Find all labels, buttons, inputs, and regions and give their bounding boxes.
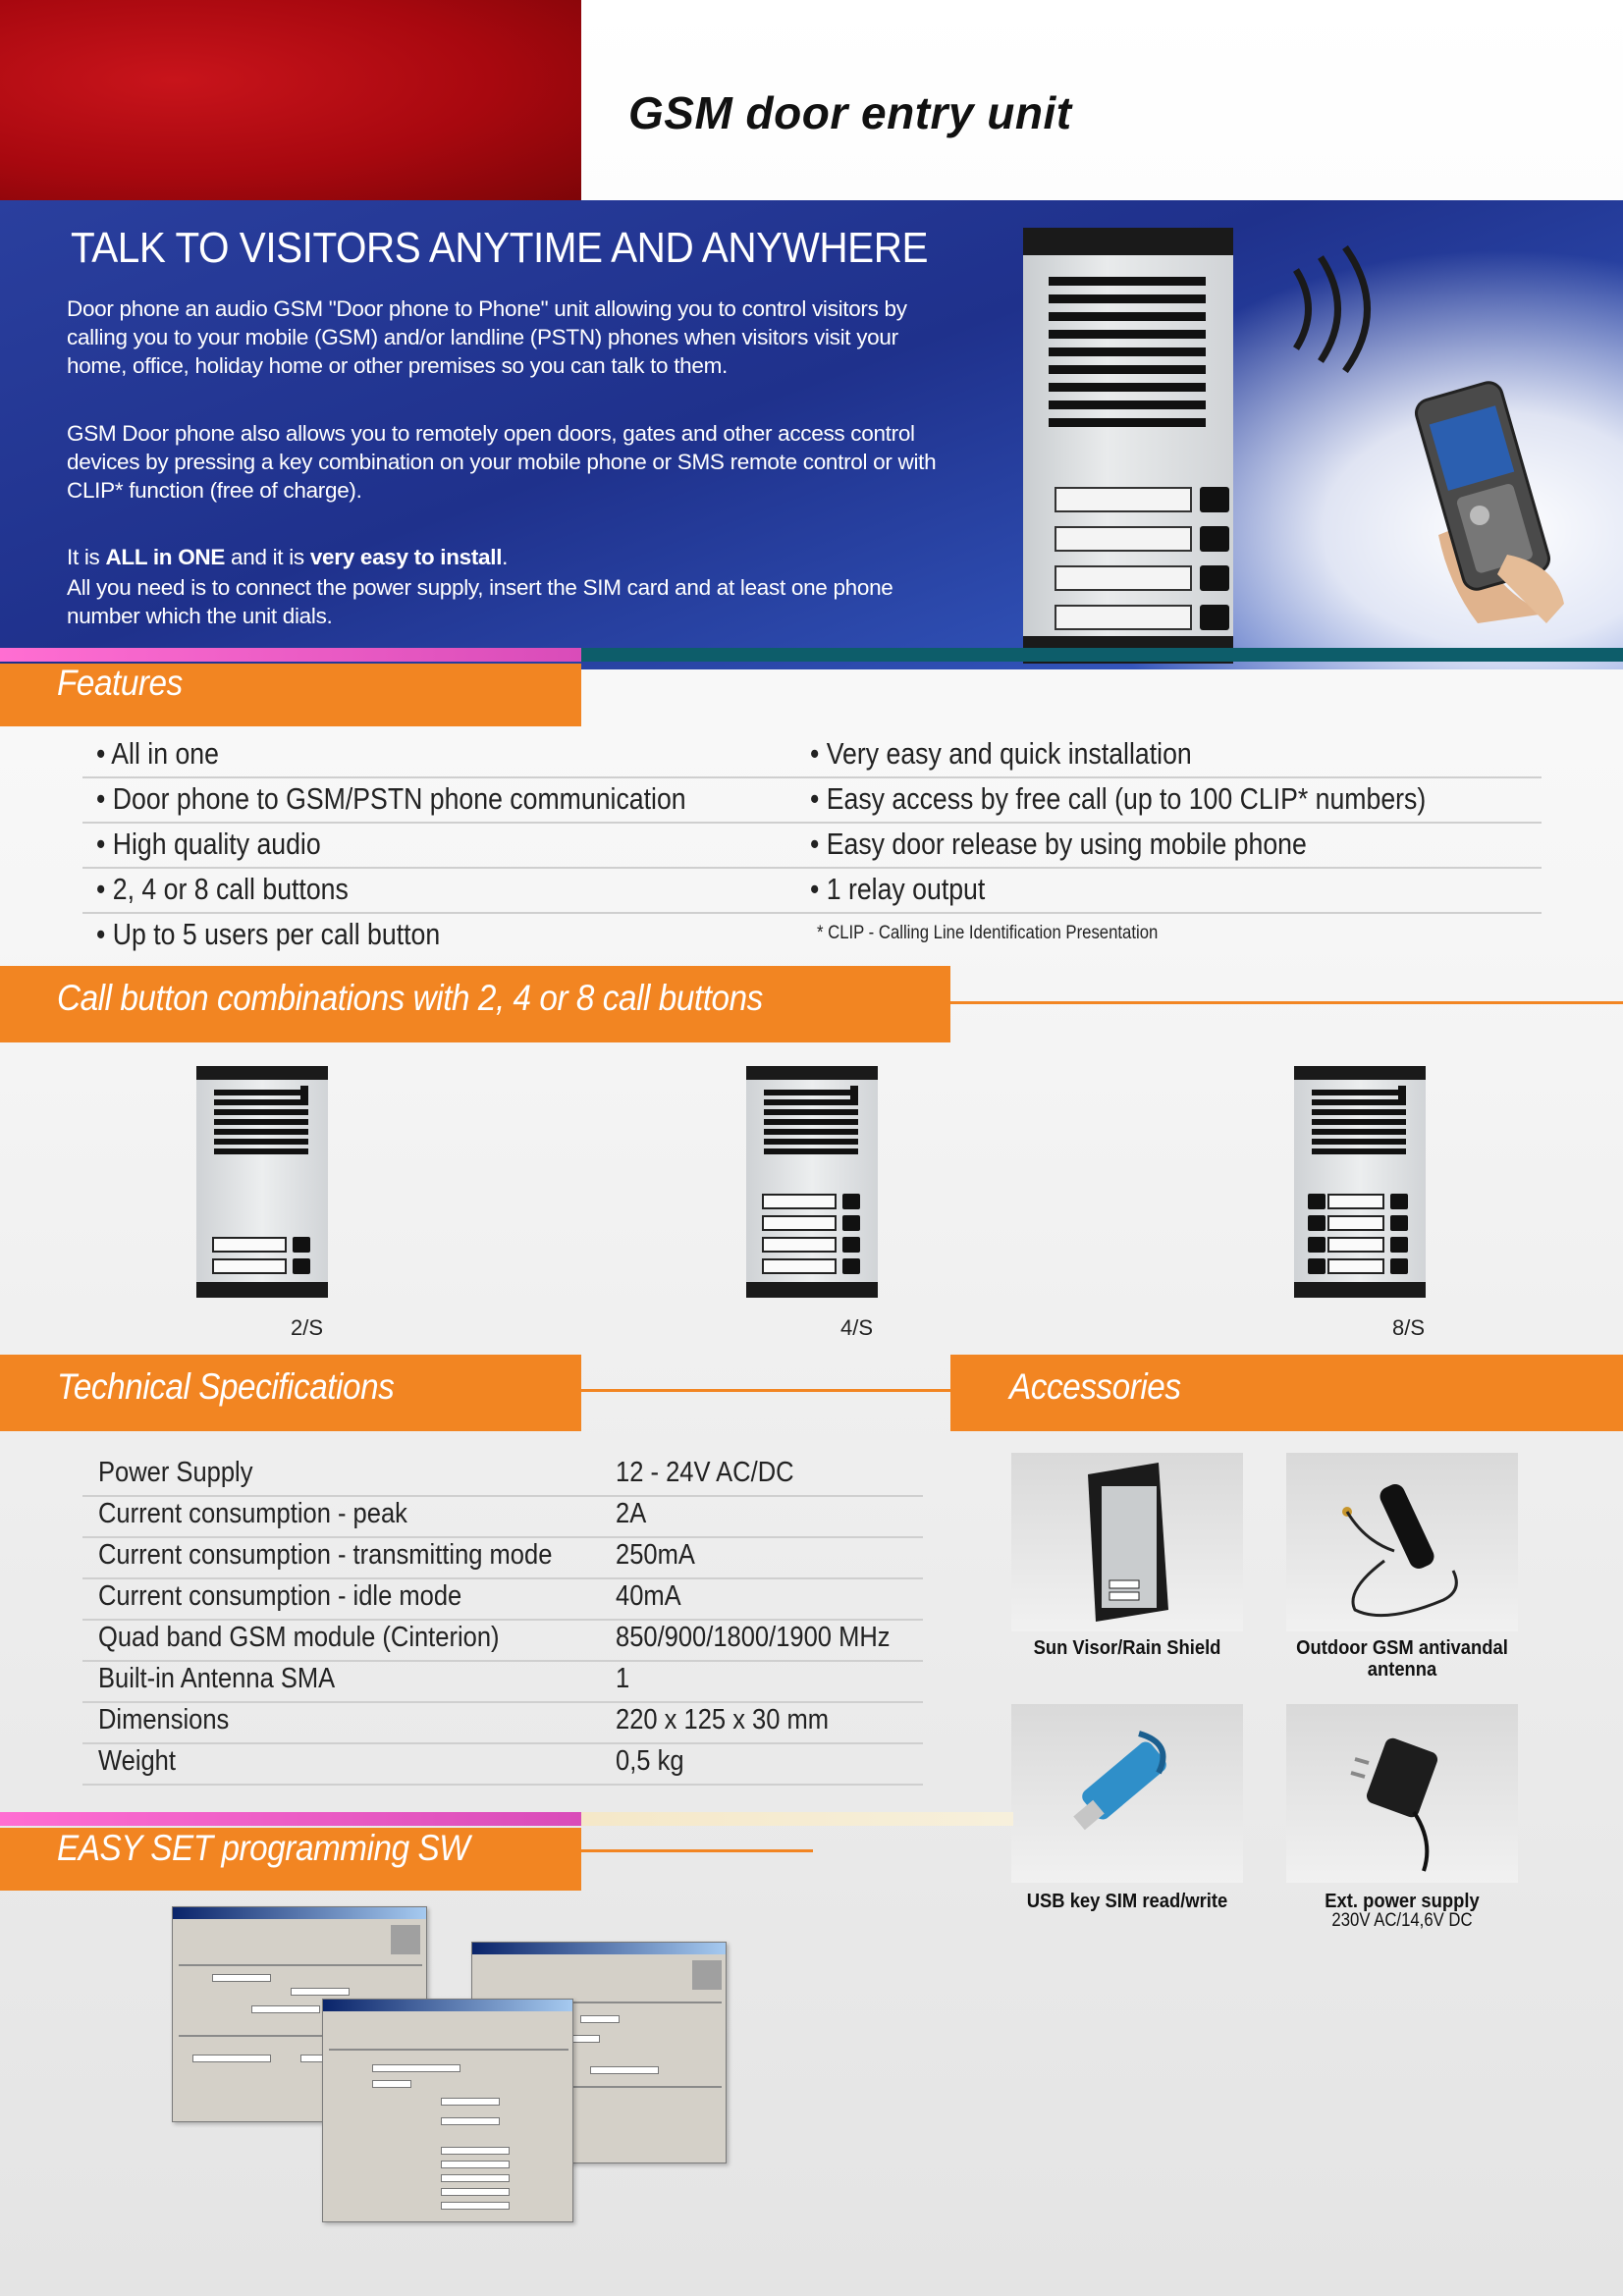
- spec-divider: [82, 1619, 923, 1621]
- spec-label: Current consumption - idle mode: [98, 1580, 462, 1612]
- software-title: EASY SET programming SW: [57, 1828, 470, 1868]
- hero-p3-bold2: very easy to install: [309, 545, 503, 569]
- hero-paragraph-1: Door phone an audio GSM "Door phone to Phone" unit allowing you to control visitors by calling you to your mobile (GSM) and/or landline (PSTN) phones when visitors visit your home, office, holiday home or other premises so you can talk to them.: [67, 296, 907, 378]
- spec-divider: [82, 1536, 923, 1538]
- spec-label: Quad band GSM module (Cinterion): [98, 1622, 500, 1653]
- specs-rule: [581, 1389, 950, 1392]
- feature-right-3: • 1 relay output: [810, 872, 986, 906]
- specs-title: Technical Specifications: [57, 1366, 395, 1407]
- beige-stripe: [581, 1812, 1013, 1826]
- accessories-title: Accessories: [1009, 1366, 1181, 1407]
- accessory-caption-sun-visor: Sun Visor/Rain Shield: [1033, 1637, 1221, 1659]
- spec-label: Dimensions: [98, 1704, 230, 1735]
- teal-stripe: [581, 648, 1623, 662]
- hero-paragraph-2: GSM Door phone also allows you to remotely open doors, gates and other access control devices by pressing a key combination on your mobile phone or SMS remote control or with CLIP* function (free of charge).: [67, 421, 937, 503]
- panel-label-2s: 2/S: [291, 1315, 324, 1340]
- panel-8s-image: [1294, 1066, 1426, 1298]
- panel-4s-image: [746, 1066, 878, 1298]
- feature-left-2: • High quality audio: [96, 827, 321, 861]
- hero-paragraph-4: All you need is to connect the power supply, insert the SIM card and at least one phone number which the unit dials.: [67, 575, 893, 628]
- spec-divider: [82, 1495, 923, 1497]
- features-title: Features: [57, 663, 183, 703]
- spec-label: Built-in Antenna SMA: [98, 1663, 336, 1694]
- spec-label: Weight: [98, 1745, 176, 1777]
- spec-value: 850/900/1800/1900 MHz: [616, 1622, 891, 1653]
- pink-stripe: [0, 648, 581, 662]
- feature-divider: [82, 822, 1542, 824]
- header-red-block: [0, 0, 581, 200]
- spec-value: 1: [616, 1663, 630, 1694]
- hero-p3-end: .: [502, 545, 509, 569]
- accessory-power-supply-image: [1286, 1704, 1518, 1883]
- spec-label: Current consumption - peak: [98, 1498, 407, 1529]
- feature-left-1: • Door phone to GSM/PSTN phone communication: [96, 781, 686, 816]
- feature-right-0: • Very easy and quick installation: [810, 736, 1192, 771]
- panel-label-8s: 8/S: [1392, 1315, 1426, 1340]
- spec-value: 220 x 125 x 30 mm: [616, 1704, 830, 1735]
- feature-divider: [82, 867, 1542, 869]
- accessory-usb-key-image: [1011, 1704, 1243, 1883]
- feature-divider: [82, 776, 1542, 778]
- feature-right-1: • Easy access by free call (up to 100 CLIP* numbers): [810, 781, 1427, 816]
- spec-value: 12 - 24V AC/DC: [616, 1457, 794, 1488]
- feature-right-2: • Easy door release by using mobile phone: [810, 827, 1307, 861]
- accessory-sun-visor-image: [1011, 1453, 1243, 1631]
- spec-value: 2A: [616, 1498, 647, 1529]
- feature-left-4: • Up to 5 users per call button: [96, 917, 441, 951]
- spec-divider: [82, 1742, 923, 1744]
- spec-divider: [82, 1660, 923, 1662]
- spec-divider: [82, 1701, 923, 1703]
- hero-heading: TALK TO VISITORS ANYTIME AND ANYWHERE: [71, 224, 929, 272]
- accessory-caption-antenna: Outdoor GSM antivandal antenna: [1296, 1637, 1508, 1681]
- panel-2s-image: [196, 1066, 328, 1298]
- panel-label-4s: 4/S: [840, 1315, 874, 1340]
- mobile-phone-icon: [1409, 378, 1566, 638]
- combinations-rule: [950, 1001, 1623, 1004]
- spec-divider: [82, 1577, 923, 1579]
- hero-paragraph-3: [67, 543, 950, 571]
- combinations-title: Call button combinations with 2, 4 or 8 call buttons: [57, 978, 763, 1018]
- accessory-sub-power-supply: 230V AC/14,6V DC: [1331, 1910, 1473, 1931]
- software-window-3: [322, 1999, 573, 2222]
- accessory-caption-power-supply: Ext. power supply: [1325, 1891, 1480, 1912]
- spec-label: Power Supply: [98, 1457, 253, 1488]
- spec-label: Current consumption - transmitting mode: [98, 1539, 553, 1571]
- spec-value: 40mA: [616, 1580, 681, 1612]
- spec-divider: [82, 1784, 923, 1786]
- spec-value: 250mA: [616, 1539, 695, 1571]
- hero-p3-pre: It is: [67, 545, 106, 569]
- spec-value: 0,5 kg: [616, 1745, 684, 1777]
- feature-left-0: • All in one: [96, 736, 219, 771]
- pink-stripe: [0, 1812, 581, 1826]
- accessory-antenna-image: [1286, 1453, 1518, 1631]
- hero-p3-bold1: ALL in ONE: [105, 545, 226, 569]
- clip-footnote: * CLIP - Calling Line Identification Presentation: [817, 923, 1159, 943]
- feature-left-3: • 2, 4 or 8 call buttons: [96, 872, 349, 906]
- hero-p3-mid: and it is: [225, 545, 310, 569]
- software-rule: [581, 1849, 813, 1852]
- feature-divider: [82, 912, 1542, 914]
- door-panel-image: [1023, 228, 1233, 664]
- accessory-caption-usb-key: USB key SIM read/write: [1026, 1891, 1228, 1912]
- page-title: GSM door entry unit: [628, 87, 1072, 138]
- signal-waves-icon: [1276, 245, 1394, 373]
